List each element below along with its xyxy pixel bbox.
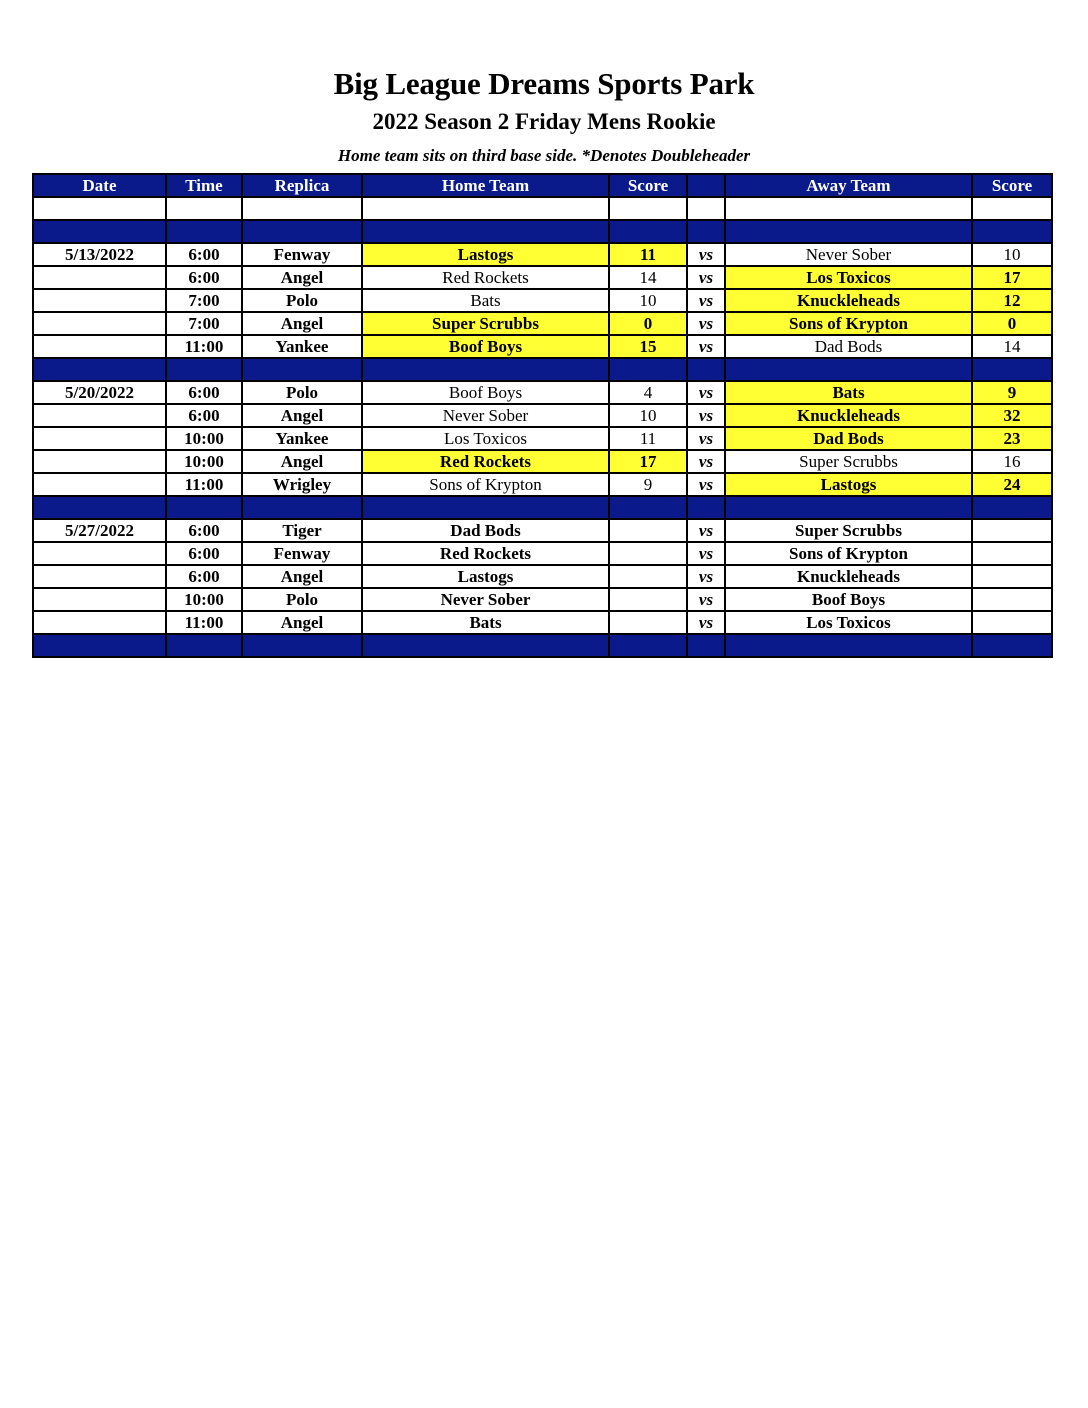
game-row <box>33 404 1052 427</box>
week-separator-band <box>33 634 1052 657</box>
away-team: Dad Bods <box>725 335 972 358</box>
vs-label: vs <box>687 588 725 611</box>
page-note: Home team sits on third base side. *Denotes Doubleheader <box>337 146 751 165</box>
header-row <box>33 174 1052 197</box>
schedule-body <box>33 197 1052 657</box>
game-row <box>33 243 1052 266</box>
away-team: Super Scrubbs <box>725 519 972 542</box>
game-row <box>33 427 1052 450</box>
blank-row <box>33 197 1052 220</box>
away-team: Los Toxicos <box>725 611 972 634</box>
home-team: Never Sober <box>362 588 609 611</box>
vs-label: vs <box>687 519 725 542</box>
game-row <box>33 381 1052 404</box>
home-score: 0 <box>609 312 687 335</box>
away-team: Knuckleheads <box>725 289 972 312</box>
away-score <box>972 588 1052 611</box>
week-separator-band <box>33 358 1052 381</box>
home-team: Sons of Krypton <box>362 473 609 496</box>
vs-label: vs <box>687 381 725 404</box>
game-row <box>33 519 1052 542</box>
game-time: 6:00 <box>166 243 242 266</box>
home-team: Bats <box>362 611 609 634</box>
vs-label: vs <box>687 404 725 427</box>
away-score: 10 <box>972 243 1052 266</box>
game-row <box>33 588 1052 611</box>
away-score: 16 <box>972 450 1052 473</box>
vs-label: vs <box>687 266 725 289</box>
game-date <box>33 404 166 427</box>
away-score <box>972 542 1052 565</box>
away-score: 23 <box>972 427 1052 450</box>
vs-label: vs <box>687 289 725 312</box>
page-subtitle: 2022 Season 2 Friday Mens Rookie <box>372 109 716 134</box>
game-time: 10:00 <box>166 427 242 450</box>
home-score <box>609 565 687 588</box>
home-team: Bats <box>362 289 609 312</box>
game-replica: Tiger <box>242 519 362 542</box>
game-date: 5/27/2022 <box>33 519 166 542</box>
game-date <box>33 565 166 588</box>
game-replica: Polo <box>242 289 362 312</box>
away-team: Boof Boys <box>725 588 972 611</box>
vs-label: vs <box>687 427 725 450</box>
game-time: 7:00 <box>166 289 242 312</box>
game-row <box>33 542 1052 565</box>
col-date: Date <box>33 174 166 197</box>
game-date <box>33 427 166 450</box>
game-row <box>33 611 1052 634</box>
away-team: Never Sober <box>725 243 972 266</box>
game-replica: Angel <box>242 266 362 289</box>
away-team: Super Scrubbs <box>725 450 972 473</box>
home-score: 10 <box>609 289 687 312</box>
home-score: 17 <box>609 450 687 473</box>
game-replica: Yankee <box>242 335 362 358</box>
home-team: Never Sober <box>362 404 609 427</box>
away-score <box>972 611 1052 634</box>
game-replica: Wrigley <box>242 473 362 496</box>
game-row <box>33 565 1052 588</box>
week-separator-band <box>33 220 1052 243</box>
game-row <box>33 473 1052 496</box>
home-team: Red Rockets <box>362 266 609 289</box>
home-score <box>609 519 687 542</box>
col-home-score: Score <box>609 174 687 197</box>
game-time: 6:00 <box>166 266 242 289</box>
game-date <box>33 588 166 611</box>
home-team: Dad Bods <box>362 519 609 542</box>
away-team: Los Toxicos <box>725 266 972 289</box>
game-replica: Angel <box>242 312 362 335</box>
home-score: 15 <box>609 335 687 358</box>
game-row <box>33 289 1052 312</box>
home-score <box>609 611 687 634</box>
game-time: 11:00 <box>166 611 242 634</box>
home-team: Red Rockets <box>362 450 609 473</box>
game-date <box>33 450 166 473</box>
game-date <box>33 266 166 289</box>
away-score: 17 <box>972 266 1052 289</box>
home-team: Boof Boys <box>362 381 609 404</box>
game-time: 7:00 <box>166 312 242 335</box>
col-away-score: Score <box>972 174 1052 197</box>
schedule-table <box>32 173 1053 658</box>
home-score: 10 <box>609 404 687 427</box>
game-date <box>33 473 166 496</box>
game-row <box>33 266 1052 289</box>
home-score <box>609 588 687 611</box>
game-replica: Polo <box>242 588 362 611</box>
game-row <box>33 450 1052 473</box>
vs-label: vs <box>687 243 725 266</box>
home-score: 4 <box>609 381 687 404</box>
col-time: Time <box>166 174 242 197</box>
away-team: Dad Bods <box>725 427 972 450</box>
game-date: 5/13/2022 <box>33 243 166 266</box>
away-score <box>972 565 1052 588</box>
away-team: Knuckleheads <box>725 404 972 427</box>
game-replica: Angel <box>242 450 362 473</box>
away-score: 12 <box>972 289 1052 312</box>
vs-label: vs <box>687 312 725 335</box>
game-time: 11:00 <box>166 335 242 358</box>
game-date <box>33 312 166 335</box>
game-time: 6:00 <box>166 565 242 588</box>
game-replica: Yankee <box>242 427 362 450</box>
game-date <box>33 611 166 634</box>
away-team: Sons of Krypton <box>725 542 972 565</box>
away-team: Lastogs <box>725 473 972 496</box>
home-score: 11 <box>609 243 687 266</box>
home-team: Los Toxicos <box>362 427 609 450</box>
game-row <box>33 312 1052 335</box>
home-team: Boof Boys <box>362 335 609 358</box>
vs-label: vs <box>687 565 725 588</box>
page-title: Big League Dreams Sports Park <box>333 66 755 101</box>
vs-label: vs <box>687 335 725 358</box>
away-score: 32 <box>972 404 1052 427</box>
away-team: Knuckleheads <box>725 565 972 588</box>
game-replica: Fenway <box>242 542 362 565</box>
game-time: 10:00 <box>166 588 242 611</box>
game-time: 6:00 <box>166 404 242 427</box>
home-team: Super Scrubbs <box>362 312 609 335</box>
week-separator-band <box>33 496 1052 519</box>
game-replica: Angel <box>242 404 362 427</box>
game-replica: Polo <box>242 381 362 404</box>
home-team: Lastogs <box>362 565 609 588</box>
game-replica: Fenway <box>242 243 362 266</box>
vs-label: vs <box>687 473 725 496</box>
away-score: 9 <box>972 381 1052 404</box>
home-score: 14 <box>609 266 687 289</box>
away-score: 24 <box>972 473 1052 496</box>
col-away-team: Away Team <box>725 174 972 197</box>
game-replica: Angel <box>242 565 362 588</box>
home-score: 9 <box>609 473 687 496</box>
away-team: Sons of Krypton <box>725 312 972 335</box>
game-time: 10:00 <box>166 450 242 473</box>
home-score <box>609 542 687 565</box>
home-team: Lastogs <box>362 243 609 266</box>
game-date <box>33 542 166 565</box>
game-row <box>33 335 1052 358</box>
col-vs <box>687 174 725 197</box>
col-home-team: Home Team <box>362 174 609 197</box>
game-time: 6:00 <box>166 381 242 404</box>
game-time: 11:00 <box>166 473 242 496</box>
home-team: Red Rockets <box>362 542 609 565</box>
game-date: 5/20/2022 <box>33 381 166 404</box>
home-score: 11 <box>609 427 687 450</box>
game-replica: Angel <box>242 611 362 634</box>
col-replica: Replica <box>242 174 362 197</box>
game-date <box>33 335 166 358</box>
away-score: 14 <box>972 335 1052 358</box>
vs-label: vs <box>687 611 725 634</box>
game-time: 6:00 <box>166 519 242 542</box>
vs-label: vs <box>687 542 725 565</box>
away-score <box>972 519 1052 542</box>
vs-label: vs <box>687 450 725 473</box>
game-time: 6:00 <box>166 542 242 565</box>
away-team: Bats <box>725 381 972 404</box>
away-score: 0 <box>972 312 1052 335</box>
game-date <box>33 289 166 312</box>
